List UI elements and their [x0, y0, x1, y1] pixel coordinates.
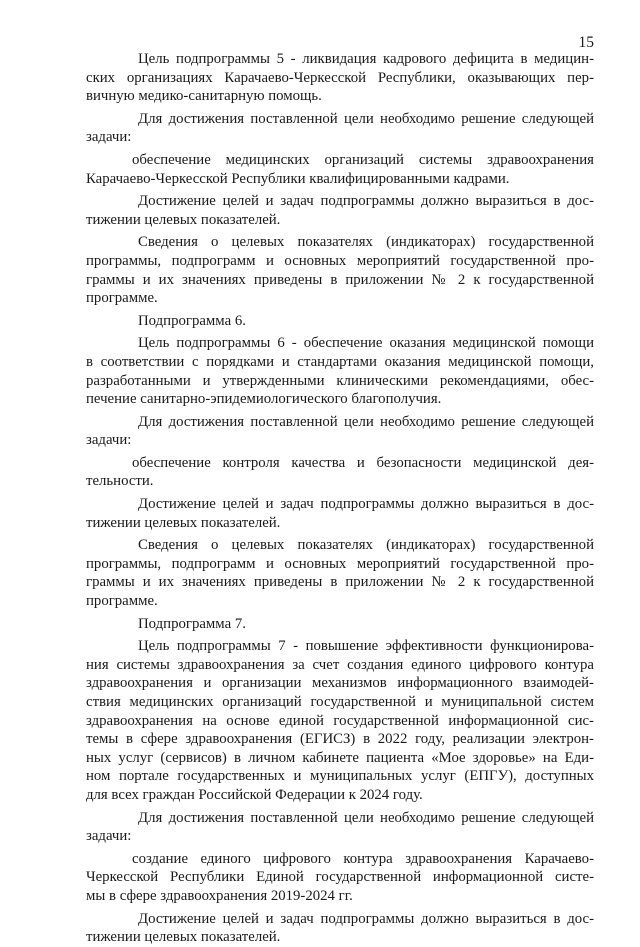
- text-line: мы в сфере здравоохранения 2019-2024 гг.: [86, 887, 353, 904]
- text-line: темы в сфере здравоохранения (ЕГИСЗ) в 2022 году, реализации электрон-: [86, 731, 594, 748]
- text-line: Цель подпрограммы 5 - ликвидация кадрового дефицита в медицин-: [138, 51, 594, 67]
- text-line: задачи:: [86, 432, 132, 449]
- text-line: вичную медико-санитарную помощь.: [86, 88, 322, 105]
- text-line: Сведения о целевых показателях (индикаторах) государственной: [138, 234, 594, 251]
- text-line: обеспечение медицинских организаций системы здравоохранения: [132, 151, 594, 168]
- text-line: программе.: [86, 290, 158, 307]
- text-line: создание единого цифрового контура здравоохранения Карачаево-: [132, 850, 594, 867]
- text-line: тижении целевых показателей.: [86, 211, 281, 228]
- text-line: в соответствии с порядками и стандартами оказания медицинской помощи,: [86, 353, 594, 370]
- text-line: Достижение целей и задач подпрограммы должно выразиться в дос-: [138, 193, 594, 210]
- text-line: Сведения о целевых показателях (индикаторах) государственной: [138, 537, 594, 554]
- text-line: программе.: [86, 593, 158, 610]
- text-line: обеспечение контроля качества и безопасности медицинской дея-: [132, 454, 594, 471]
- text-line: для всех граждан Российской Федерации к 2024 году.: [86, 786, 423, 803]
- text-line: Для достижения поставленной цели необходимо решение следующей: [138, 110, 594, 127]
- text-line: ных услуг (сервисов) в личном кабинете пациента «Мое здоровье» на Еди-: [86, 749, 594, 766]
- text-line: здравоохранения и организации механизмов информационного взаимодей-: [86, 675, 594, 692]
- text-line: Для достижения поставленной цели необходимо решение следующей: [138, 809, 594, 826]
- text-line: Достижение целей и задач подпрограммы должно выразиться в дос-: [138, 496, 594, 513]
- text-line: Цель подпрограммы 6 - обеспечение оказания медицинской помощи: [138, 335, 594, 352]
- text-line: тижении целевых показателей.: [86, 929, 281, 946]
- text-line: ном портале государственных и муниципальных услуг (ЕПГУ), доступных: [86, 768, 594, 785]
- text-line: программы, подпрограмм и основных мероприятий государственной про-: [86, 555, 594, 572]
- text-line: ских организациях Карачаево-Черкесской Республики, оказывающих пер-: [86, 69, 594, 86]
- text-line: Достижение целей и задач подпрограммы должно выразиться в дос-: [138, 910, 594, 927]
- text-line: Для достижения поставленной цели необходимо решение следующей: [138, 413, 594, 430]
- body-text: [86, 50, 594, 947]
- text-line: программы, подпрограмм и основных мероприятий государственной про-: [86, 252, 594, 269]
- text-line: Черкесской Республики Единой государственной информационной систе-: [86, 869, 594, 886]
- text-line: ния системы здравоохранения за счет создания единого цифрового контура: [86, 656, 594, 673]
- text-line: разработанными и утвержденными клиническими рекомендациями, обес-: [86, 372, 594, 389]
- text-line: тельности.: [86, 473, 154, 490]
- text-line: граммы и их значениях приведены в приложении № 2 к государственной: [86, 271, 594, 288]
- text-line: Подпрограмма 7.: [138, 615, 246, 632]
- text-line: Цель подпрограммы 7 - повышение эффективности функционирова-: [138, 638, 594, 655]
- text-line: печение санитарно-эпидемиологического благополучия.: [86, 391, 442, 408]
- text-line: задачи:: [86, 828, 132, 845]
- text-line: ствия медицинских организаций государственной и муниципальной систем: [86, 694, 594, 710]
- text-line: Карачаево-Черкесской Республики квалифицированными кадрами.: [86, 170, 510, 187]
- text-line: тижении целевых показателей.: [86, 514, 281, 531]
- text-line: граммы и их значениях приведены в приложении № 2 к государственной: [86, 574, 594, 591]
- text-line: Подпрограмма 6.: [138, 312, 246, 329]
- page-number: 15: [578, 34, 594, 51]
- text-line: задачи:: [86, 129, 132, 146]
- text-line: здравоохранения на основе единой государственной информационной сис-: [86, 712, 594, 729]
